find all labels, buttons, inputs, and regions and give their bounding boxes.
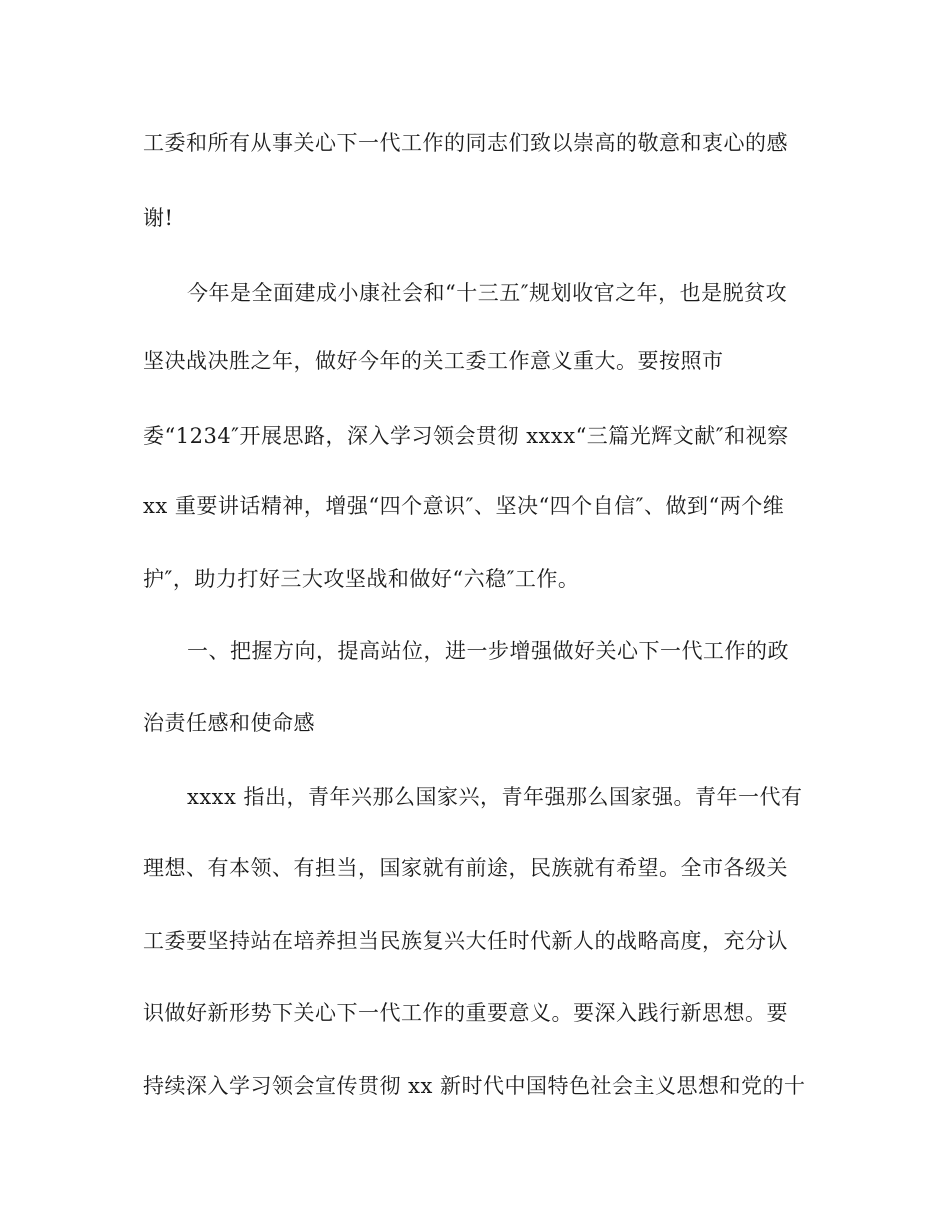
section-heading-line: 一、把握方向，提高站位，进一步增强做好关心下一代工作的政 <box>187 639 789 663</box>
text-line: xx 重要讲话精神，增强“四个意识″、坚决“四个自信″、做到“两个维 <box>143 494 785 518</box>
text-line: 理想、有本领、有担当，国家就有前途，民族就有希望。全市各级关 <box>143 856 788 880</box>
text-line: 工委要坚持站在培养担当民族复兴大任时代新人的战略高度，充分认 <box>143 929 788 953</box>
paragraph-start-line: xxxx 指出，青年兴那么国家兴，青年强那么国家强。青年一代有 <box>187 785 803 809</box>
text-line: 委“1234″开展思路，深入学习领会贯彻 xxxx“三篇光辉文献″和视察 <box>143 424 789 448</box>
text-line: 谢! <box>143 206 174 230</box>
paragraph-start-line: 今年是全面建成小康社会和“十三五″规划收官之年，也是脱贫攻 <box>187 281 788 305</box>
text-line: 持续深入学习领会宣传贯彻 xx 新时代中国特色社会主义思想和党的十 <box>143 1074 806 1098</box>
section-heading-line: 治责任感和使命感 <box>143 711 315 735</box>
text-line: 护″，助力打好三大攻坚战和做好“六稳″工作。 <box>143 567 580 591</box>
text-line: 坚决战决胜之年，做好今年的关工委工作意义重大。要按照市 <box>143 349 724 373</box>
text-line: 识做好新形势下关心下一代工作的重要意义。要深入践行新思想。要 <box>143 1001 788 1025</box>
text-line: 工委和所有从事关心下一代工作的同志们致以崇高的敬意和衷心的感 <box>143 131 788 155</box>
